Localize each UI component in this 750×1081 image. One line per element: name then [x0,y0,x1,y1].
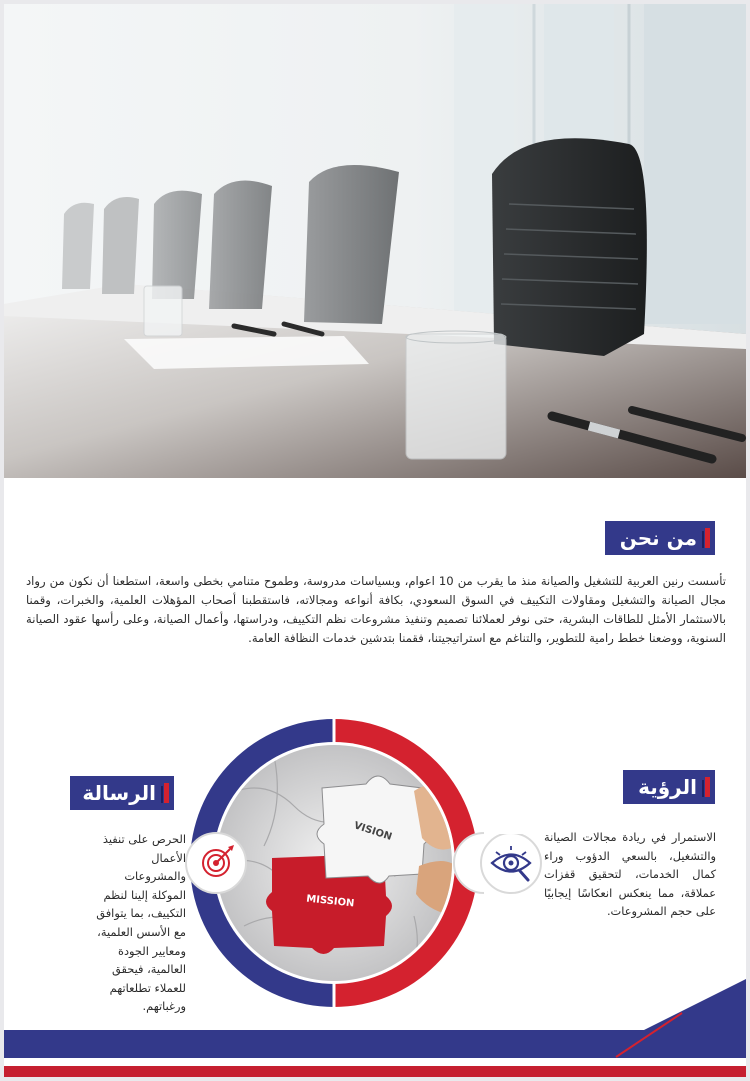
vision-paragraph: الاستمرار في ريادة مجالات الصيانة والتشغيل، بالسعي الدؤوب وراء كمال الخدمات، لتحقيق قفزات عملاقة، مما ينعكس انعكاسًا إيجابيًا على حجم المشروعات. [544,830,716,919]
vision-heading [623,770,715,804]
heading-accent-bar [705,777,710,797]
about-us-heading [605,521,715,555]
heading-accent-bar [164,783,169,803]
heading-accent-line [702,531,704,548]
about-us-title: من نحن [619,526,697,550]
mission-heading [70,776,174,810]
mission-title: الرسالة [82,781,156,805]
bottom-red-strip [4,1066,746,1077]
mission-piece-label: MISSION [305,893,355,910]
vision-piece-label: VISION [352,820,394,843]
vision-mission-ring [184,716,484,1011]
bottom-decoration [4,979,746,1059]
eye-icon-glyph [480,834,542,896]
heading-accent-line [702,780,704,797]
mission-paragraph: الحرص على تنفيذ الأعمال والمشروعات الموكلة إلينا لنظم التكييف، بما يتوافق مع الأسس العلمية، ومعايير الجودة العالمية، فيحقق للعملاء تطلعاتهم ورغباتهم. [96,832,186,1014]
vision-title: الرؤية [638,775,697,799]
brochure-page [4,4,746,1077]
heading-accent-bar [705,528,710,548]
about-us-paragraph: تأسست رنين العربية للتشغيل والصيانة منذ ما يقرب من 10 اعوام، وبسياسات مدروسة، وطموح متنامي بخطى واسعة، استطعنا أن نكون من رواد مجال الصيانة والتشغيل ومقاولات التكييف في السوق السعودي، بكافة أنواعه ومجالاته، فاستقطبنا أصحاب المؤهلات العلمية، والخبرات، وقمنا بالاستثمار الأمثل للطاقات البشرية، حتى نوفر لعملائنا تصميم وتنفيذ مشروعات نظم التكييف، ودراستها، وأعمال الصيانة، وعلى رأسها عقود الصيانة السنوية، ووضعنا خطط رامية للتطوير، والتناغم مع استراتيجيتنا، فقمنا بتدشين خدمات النظافة العامة. [26,574,726,645]
target-icon [186,833,246,893]
heading-accent-line [161,786,163,803]
conference-room-photo [4,4,746,478]
